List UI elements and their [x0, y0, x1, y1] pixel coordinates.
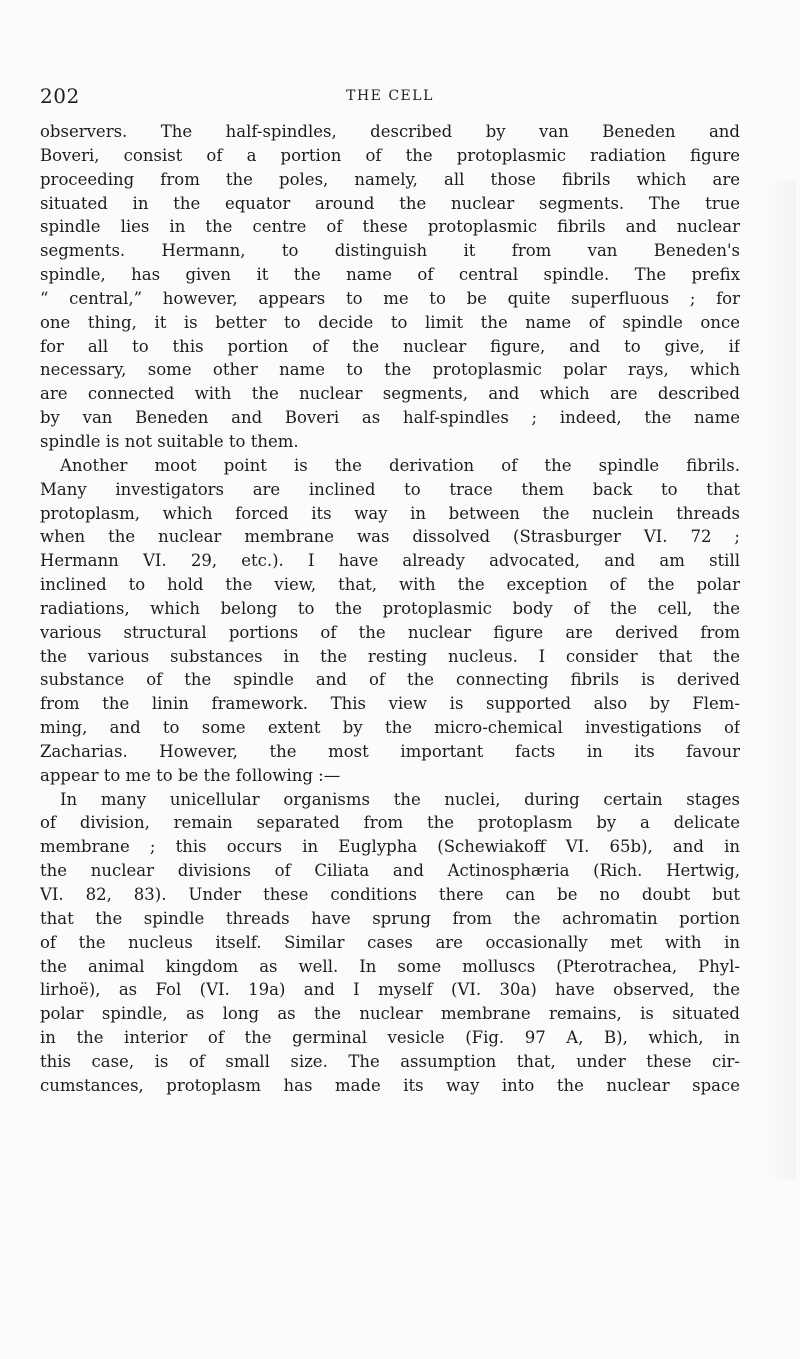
text-line: situated in the equator around the nuclear segments. The true: [40, 193, 740, 213]
text-line: are connected with the nuclear segments, and which are described: [40, 384, 740, 404]
text-line: necessary, some other name to the protoplasmic polar rays, which: [40, 360, 740, 380]
body-text: [40, 120, 740, 1098]
running-title: THE CELL: [346, 88, 434, 104]
text-line: polar spindle, as long as the nuclear membrane remains, is situated: [40, 1004, 740, 1024]
text-line: by van Beneden and Boveri as half-spindles ; indeed, the name: [40, 408, 740, 428]
text-line: cumstances, protoplasm has made its way into the nuclear space: [40, 1075, 740, 1095]
text-line: radiations, which belong to the protoplasmic body of the cell, the: [40, 598, 740, 618]
text-line: the animal kingdom as well. In some molluscs (Pterotrachea, Phyl-: [40, 956, 740, 976]
text-line: inclined to hold the view, that, with the exception of the polar: [40, 575, 740, 595]
text-line: observers. The half-spindles, described by van Beneden and: [40, 122, 740, 141]
text-line: Many investigators are inclined to trace them back to that: [40, 479, 740, 499]
text-line: Zacharias. However, the most important facts in its favour: [40, 741, 740, 761]
text-line: segments. Hermann, to distinguish it from van Beneden's: [40, 241, 740, 261]
text-line: this case, is of small size. The assumption that, under these cir-: [40, 1051, 740, 1071]
text-line: from the linin framework. This view is supported also by Flem-: [40, 694, 740, 714]
text-line: one thing, it is better to decide to limit the name of spindle once: [40, 312, 740, 332]
text-line: when the nuclear membrane was dissolved (Strasburger VI. 72 ;: [40, 527, 740, 547]
text-line: spindle, has given it the name of central spindle. The prefix: [40, 265, 740, 285]
text-line: protoplasm, which forced its way in between the nuclein threads: [40, 503, 740, 523]
text-line: ming, and to some extent by the micro-chemical investigations of: [40, 718, 740, 738]
text-line: lirhoë), as Fol (VI. 19a) and I myself (VI. 30a) have observed, the: [40, 980, 740, 1000]
text-line: VI. 82, 83). Under these conditions there can be no doubt but: [40, 885, 740, 904]
text-line: the nuclear divisions of Ciliata and Actinosphæria (Rich. Hertwig,: [40, 861, 740, 881]
text-line: In many unicellular organisms the nuclei, during certain stages: [60, 789, 740, 809]
page-shadow: [768, 180, 796, 1180]
text-line: for all to this portion of the nuclear figure, and to give, if: [40, 336, 740, 356]
text-line: proceeding from the poles, namely, all those fibrils which are: [40, 169, 740, 189]
text-line: in the interior of the germinal vesicle (Fig. 97 A, B), which, in: [40, 1028, 740, 1048]
text-line: substance of the spindle and of the connecting fibrils is derived: [40, 670, 740, 690]
text-line: spindle lies in the centre of these protoplasmic fibrils and nuclear: [40, 217, 740, 237]
text-line: various structural portions of the nuclear figure are derived from: [40, 622, 740, 642]
text-line: appear to me to be the following :—: [40, 765, 341, 785]
running-head: [40, 84, 740, 108]
text-line: Boveri, consist of a portion of the protoplasmic radiation figure: [40, 145, 740, 165]
text-line: “ central,” however, appears to me to be quite superfluous ; for: [40, 288, 740, 308]
page-number: 202: [40, 84, 80, 108]
text-line: of division, remain separated from the protoplasm by a delicate: [40, 813, 740, 833]
text-line: the various substances in the resting nucleus. I consider that the: [40, 646, 740, 666]
text-line: that the spindle threads have sprung from the achromatin portion: [40, 908, 740, 928]
text-line: Hermann VI. 29, etc.). I have already advocated, and am still: [40, 551, 740, 571]
text-line: Another moot point is the derivation of the spindle fibrils.: [60, 455, 740, 475]
text-line: of the nucleus itself. Similar cases are occasionally met with in: [40, 932, 740, 952]
text-line: spindle is not suitable to them.: [40, 431, 299, 451]
text-line: membrane ; this occurs in Euglypha (Schewiakoff VI. 65b), and in: [40, 837, 740, 857]
